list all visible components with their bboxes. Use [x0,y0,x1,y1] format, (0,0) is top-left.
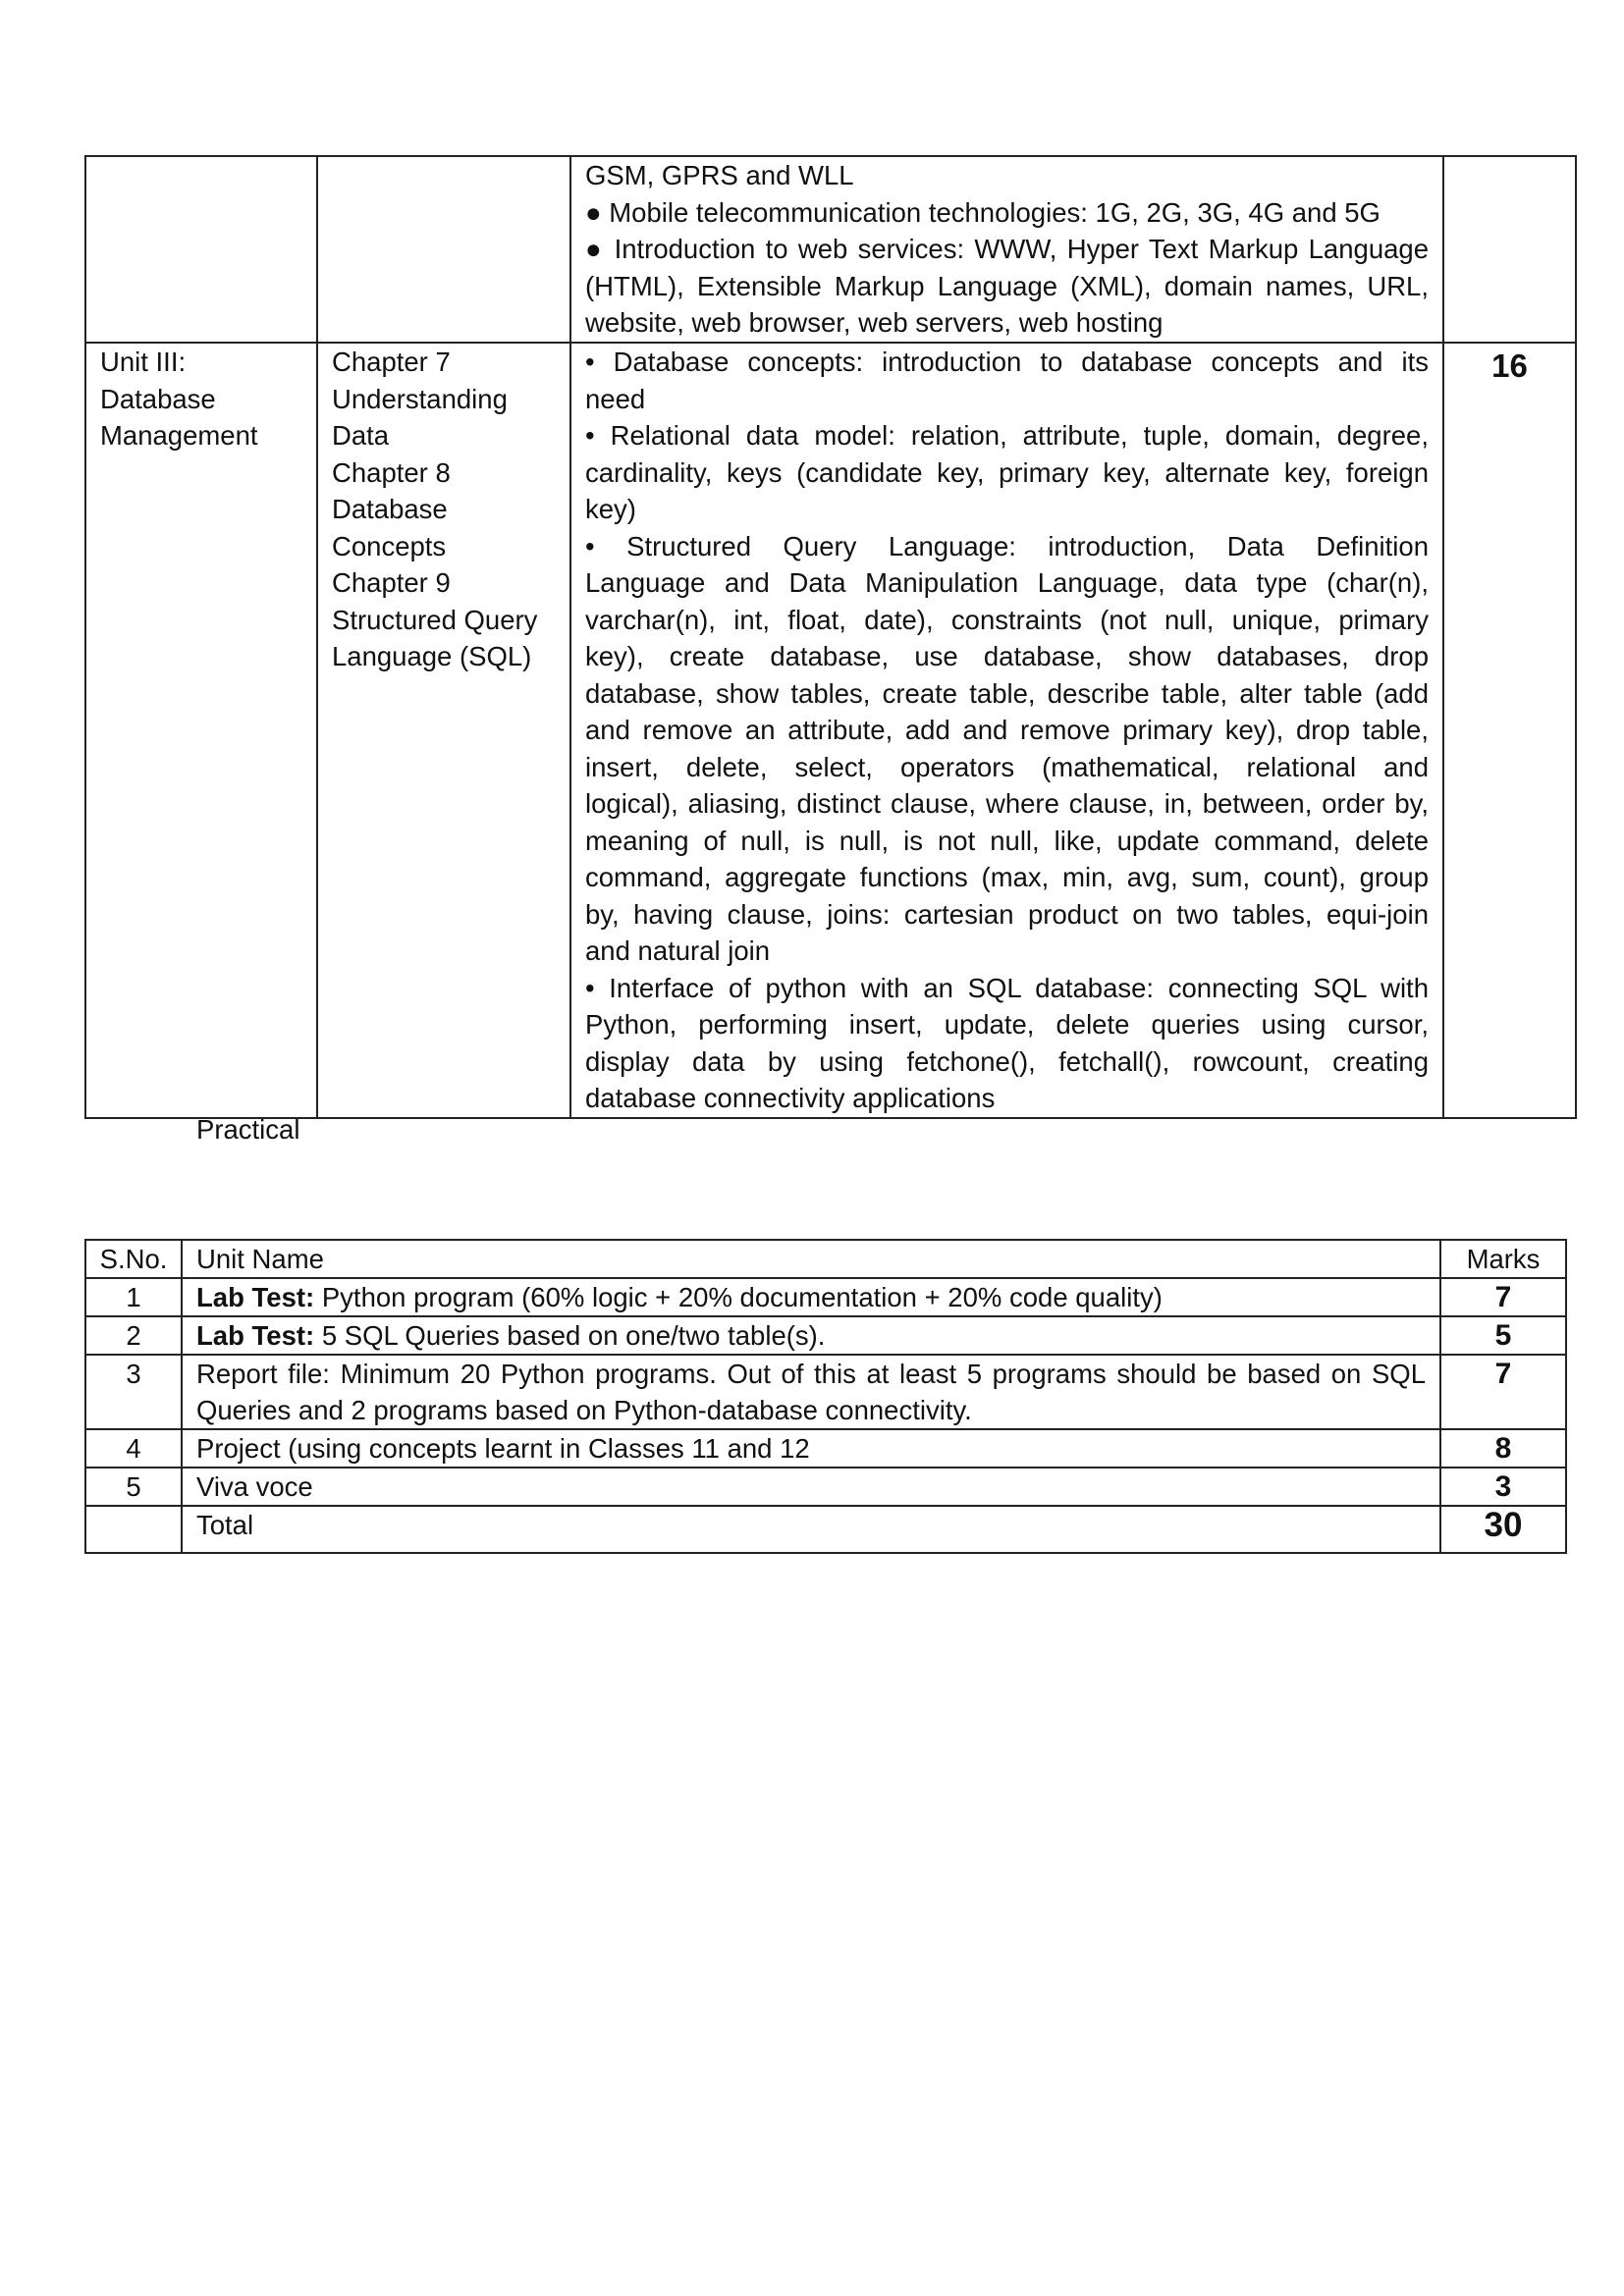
row-unit-name [182,1316,1440,1355]
unit-title: Unit III: [100,347,187,377]
syllabus-table [84,155,1577,1119]
content-line: and natural join [585,935,771,966]
content-line: • Structured Query Language: introduction, Data Definition [585,530,1429,561]
practical-marks-table [84,1239,1567,1554]
total-marks: 30 [1440,1506,1566,1553]
chapters-cell [317,343,570,1118]
table-row [85,1316,1566,1355]
row-marks: 5 [1440,1316,1566,1355]
content-line: by, having clause, joins: cartesian product on two tables, equi-join [585,898,1429,930]
unit-cell [85,156,317,343]
content-line: Language and Data Manipulation Language, data type (char(n), [585,567,1429,598]
chapter-line: Chapter 8 [332,456,451,488]
chapter-line: Database [332,494,448,524]
content-line: • Interface of python with an SQL database: connecting SQL with [585,972,1429,1003]
row-text: Python program (60% logic + 20% documentation + 20% code quality) [314,1282,1163,1312]
content-line: insert, delete, select, operators (mathematical, relational and [585,751,1429,782]
syllabus-row-database-management [85,343,1576,1118]
bold-prefix: Lab Test: [196,1320,315,1351]
table-header-row [85,1240,1566,1278]
table-row [85,1468,1566,1506]
row-unit-name [182,1278,1440,1316]
row-marks: 7 [1440,1278,1566,1316]
row-text: Report file: Minimum 20 Python programs. Out of this at least 5 programs should be based on SQL [196,1359,1426,1389]
chapter-line: Chapter 7 [332,347,451,377]
row-sno: 2 [85,1316,182,1355]
chapter-line: Structured Query [332,604,538,635]
row-text: 5 SQL Queries based on one/two table(s). [314,1320,826,1351]
content-line: GSM, GPRS and WLL [585,160,854,190]
bold-prefix: Lab Test: [196,1282,315,1312]
content-line: varchar(n), int, float, date), constraints (not null, unique, primary [585,604,1429,635]
total-sno-empty [85,1506,182,1553]
header-marks: Marks [1440,1240,1566,1278]
unit-title: Database [100,383,216,414]
content-line: key), create database, use database, show databases, drop [585,641,1429,671]
content-line: need [585,383,646,414]
chapter-line: Understanding [332,383,508,414]
content-line: ● Introduction to web services: WWW, Hyper Text Markup Language [585,234,1429,264]
content-line: database, show tables, create table, describe table, alter table (add [585,677,1429,709]
table-row [85,1278,1566,1316]
row-unit-name: Viva voce [182,1468,1440,1506]
content-line: ● Mobile telecommunication technologies: 1G, 2G, 3G, 4G and 5G [585,196,1380,228]
chapter-line: Concepts [332,530,447,561]
content-line: Python, performing insert, update, delete queries using cursor, [585,1009,1429,1040]
chapter-line: Language (SQL) [332,641,532,671]
total-label: Total [182,1506,1440,1553]
content-line: • Relational data model: relation, attribute, tuple, domain, degree, [585,420,1429,451]
content-line: cardinality, keys (candidate key, primary key, alternate key, foreign [585,456,1429,488]
header-unit-name: Unit Name [182,1240,1440,1278]
practical-heading: Practical [196,1114,300,1145]
row-unit-name: Project (using concepts learnt in Classes 11 and 12 [182,1429,1440,1468]
row-sno: 1 [85,1278,182,1316]
marks-cell: 16 [1443,343,1576,1118]
row-marks: 3 [1440,1468,1566,1506]
row-unit-name [182,1355,1440,1429]
chapter-line: Data [332,420,390,451]
content-line: key) [585,494,636,524]
content-line: display data by using fetchone(), fetchall(), rowcount, creating [585,1045,1429,1077]
chapters-cell [317,156,570,343]
row-text: Queries and 2 programs based on Python-database connectivity. [196,1395,972,1425]
marks-cell [1443,156,1576,343]
total-row [85,1506,1566,1553]
content-line: (HTML), Extensible Markup Language (XML), domain names, URL, [585,270,1429,301]
row-sno: 5 [85,1468,182,1506]
content-cell [570,343,1443,1118]
row-sno: 3 [85,1355,182,1429]
row-marks: 8 [1440,1429,1566,1468]
unit-title: Management [100,420,258,451]
unit-cell [85,343,317,1118]
content-line: logical), aliasing, distinct clause, where clause, in, between, order by, [585,788,1429,819]
content-line: command, aggregate functions (max, min, avg, sum, count), group [585,862,1429,892]
content-cell [570,156,1443,343]
content-line: meaning of null, is null, is not null, like, update command, delete [585,825,1429,856]
chapter-line: Chapter 9 [332,567,451,598]
content-line: and remove an attribute, add and remove primary key), drop table, [585,715,1429,745]
table-row [85,1355,1566,1429]
content-line: website, web browser, web servers, web hosting [585,307,1164,338]
row-marks: 7 [1440,1355,1566,1429]
content-line: database connectivity applications [585,1083,996,1113]
syllabus-row-networks-continued [85,156,1576,343]
table-row [85,1429,1566,1468]
content-line: • Database concepts: introduction to database concepts and its [585,347,1429,377]
row-sno: 4 [85,1429,182,1468]
header-sno: S.No. [85,1240,182,1278]
